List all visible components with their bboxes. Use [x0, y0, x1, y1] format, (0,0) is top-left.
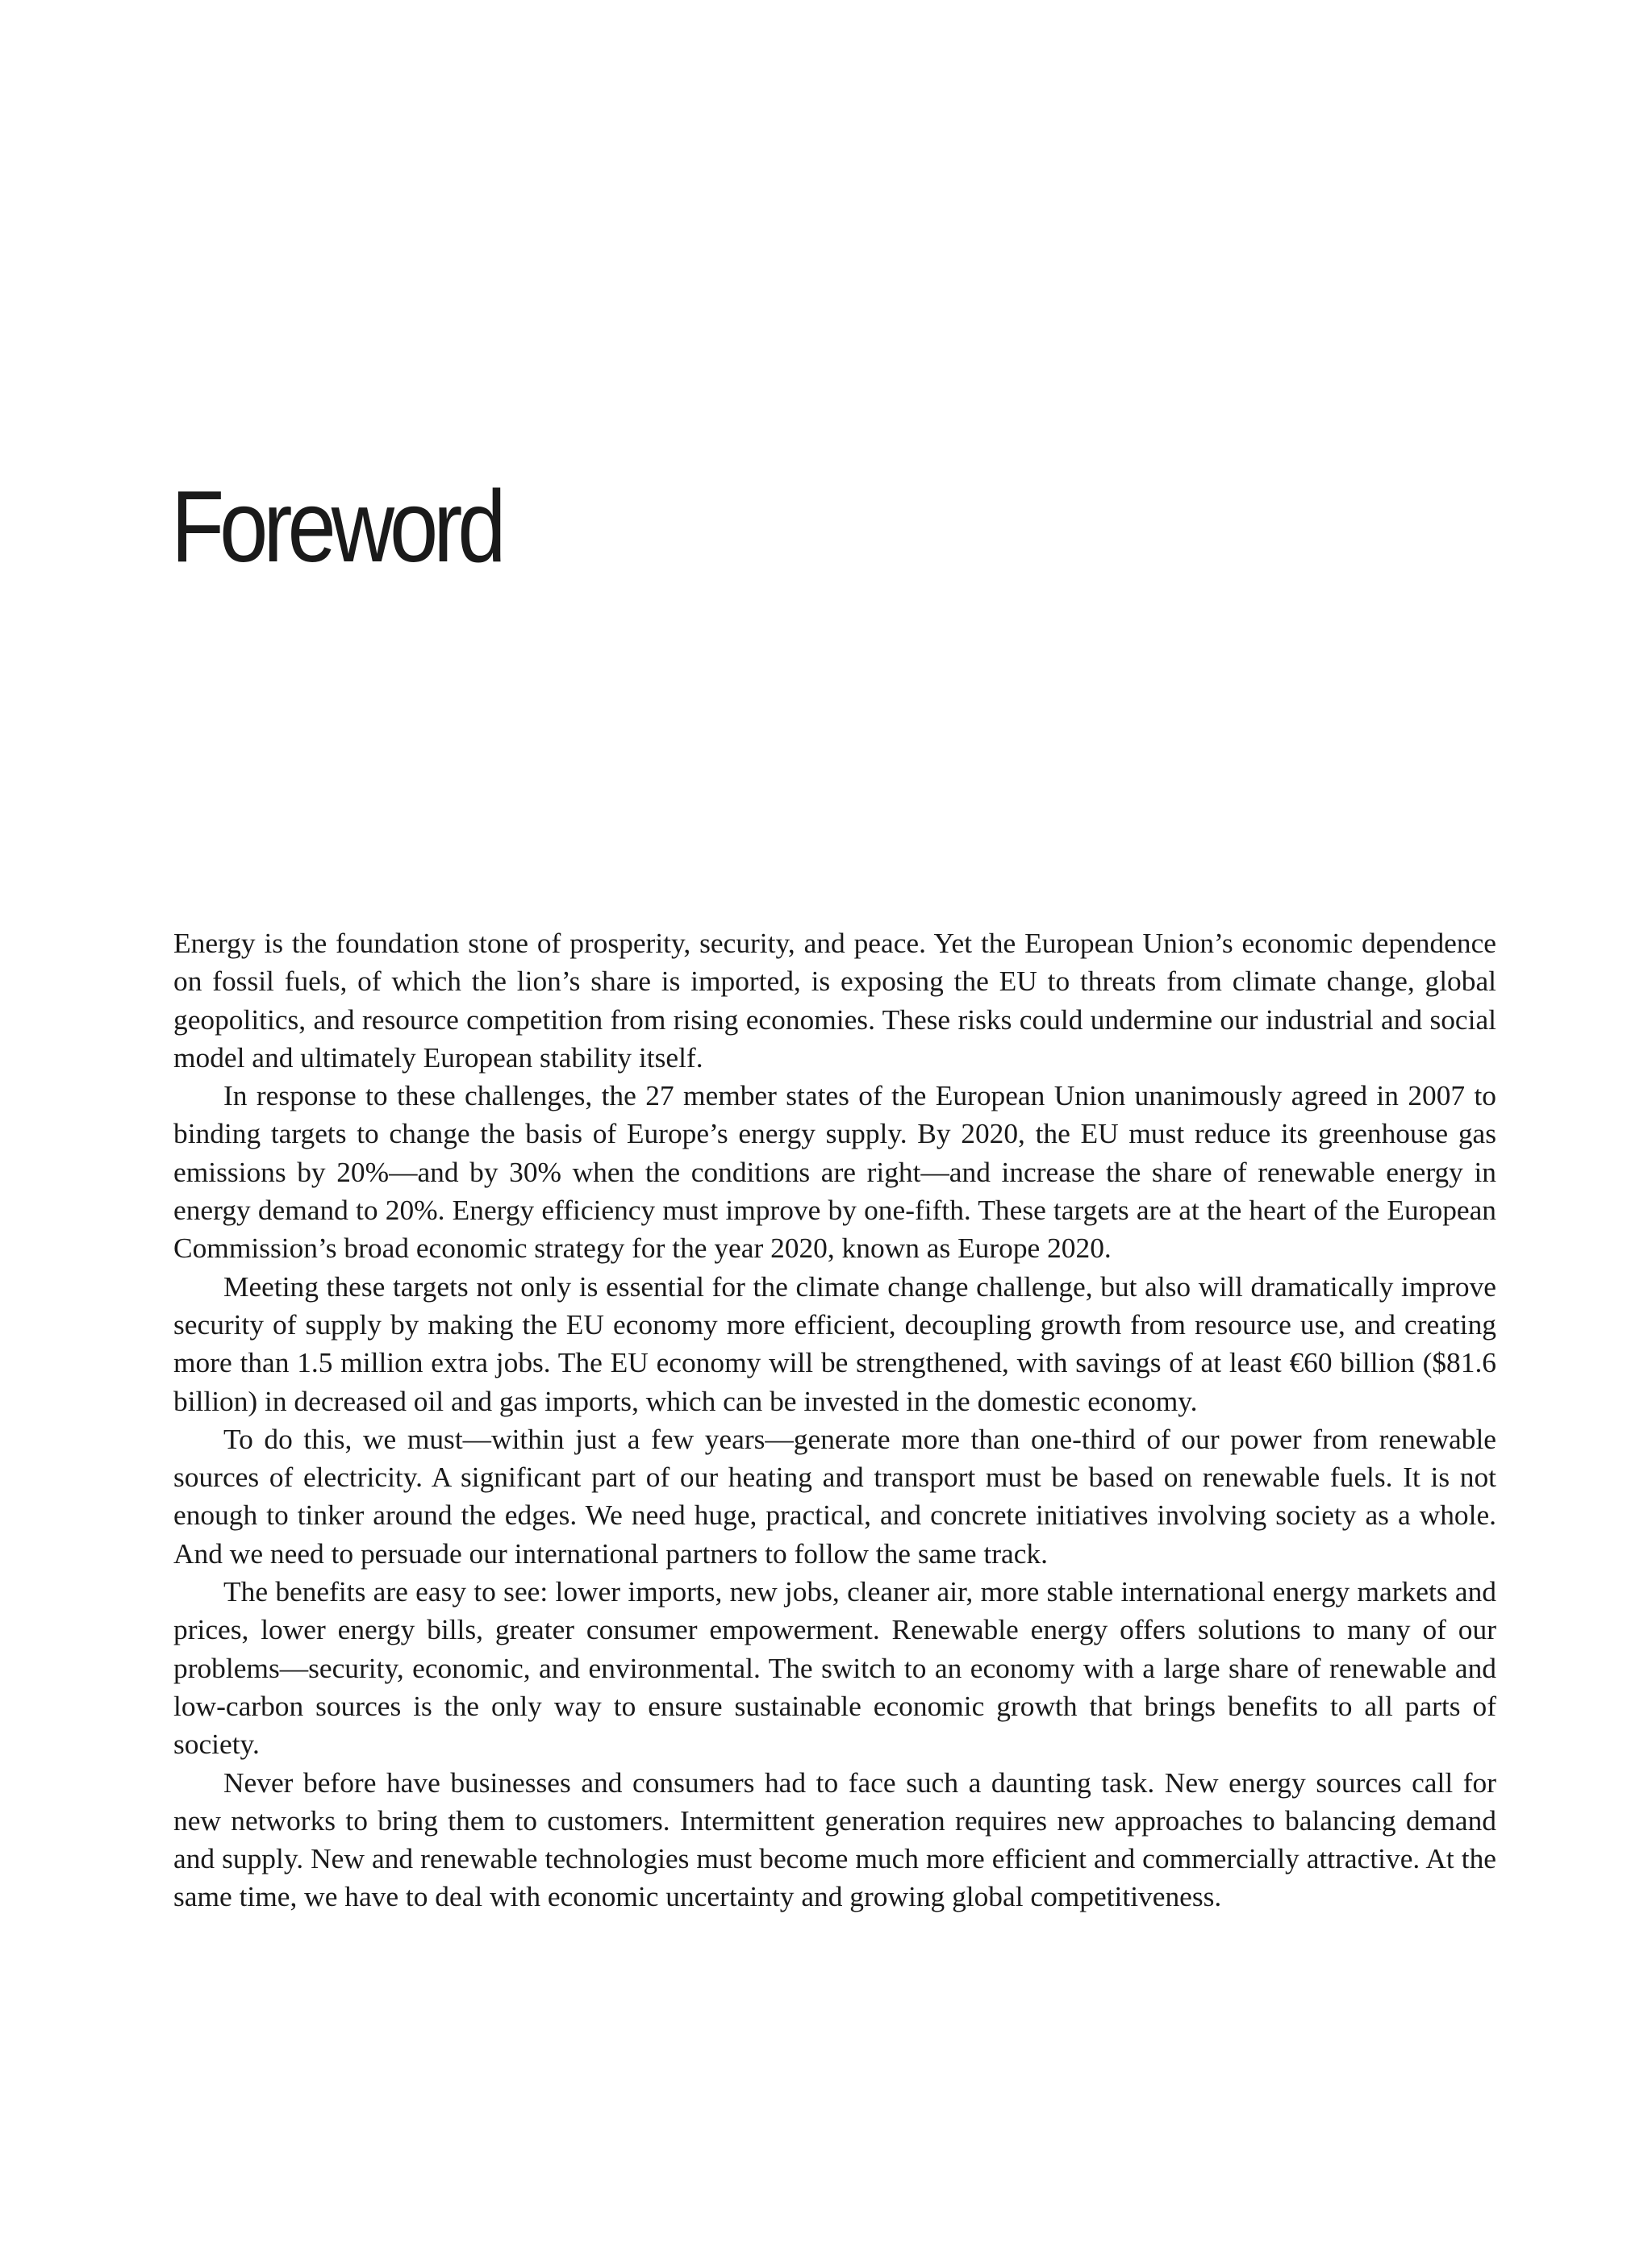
paragraph-5: The benefits are easy to see: lower imports, new jobs, cleaner air, more stable international energy markets and prices, lower energy bills, greater consumer empowerment. Renewable energy offers solutions to many of our problems—security, economic, and environmental. The switch to an economy with a large share of renewable and low-carbon sources is the only way to ensure sustainable economic growth that brings benefits to all parts of society. — [173, 1575, 1496, 1761]
paragraph-1: Energy is the foundation stone of prosperity, security, and peace. Yet the European Union’s economic dependence on fossil fuels, of which the lion’s share is imported, is exposing the EU to threats from climate change, global geopolitics, and resource competition from rising economies. These risks could undermine our industrial and social model and ultimately European stability itself. — [173, 927, 1496, 1074]
chapter-title: Foreword — [171, 469, 502, 583]
paragraph-4: To do this, we must—within just a few years—generate more than one-third of our power from renewable sources of electricity. A significant part of our heating and transport must be based on renewable fuels. It is not enough to tinker around the edges. We need huge, practical, and concrete initiatives involving society as a whole. And we need to persuade our international partners to follow the same track. — [173, 1422, 1496, 1570]
paragraph-2: In response to these challenges, the 27 member states of the European Union unanimously agreed in 2007 to binding targets to change the basis of Europe’s energy supply. By 2020, the EU must reduce its greenhouse gas emissions by 20%—and by 30% when the conditions are right—and increase the share of renewable energy in energy demand to 20%. Energy efficiency must improve by one-fifth. These targets are at the heart of the European Commission’s broad economic strategy for the year 2020, known as Europe 2020. — [173, 1079, 1496, 1265]
foreword-body — [173, 924, 1496, 1916]
paragraph-6: Never before have businesses and consumers had to face such a daunting task. New energy sources call for new networks to bring them to customers. Intermittent generation requires new approaches to balancing demand and supply. New and renewable technologies must become much more efficient and commercially attractive. At the same time, we have to deal with economic uncertainty and growing global competitiveness. — [173, 1766, 1496, 1913]
paragraph-3: Meeting these targets not only is essential for the climate change challenge, but also will dramatically improve security of supply by making the EU economy more efficient, decoupling growth from resource use, and creating more than 1.5 million extra jobs. The EU economy will be strengthened, with savings of at least €60 billion ($81.6 billion) in decreased oil and gas imports, which can be invested in the domestic economy. — [173, 1270, 1496, 1417]
